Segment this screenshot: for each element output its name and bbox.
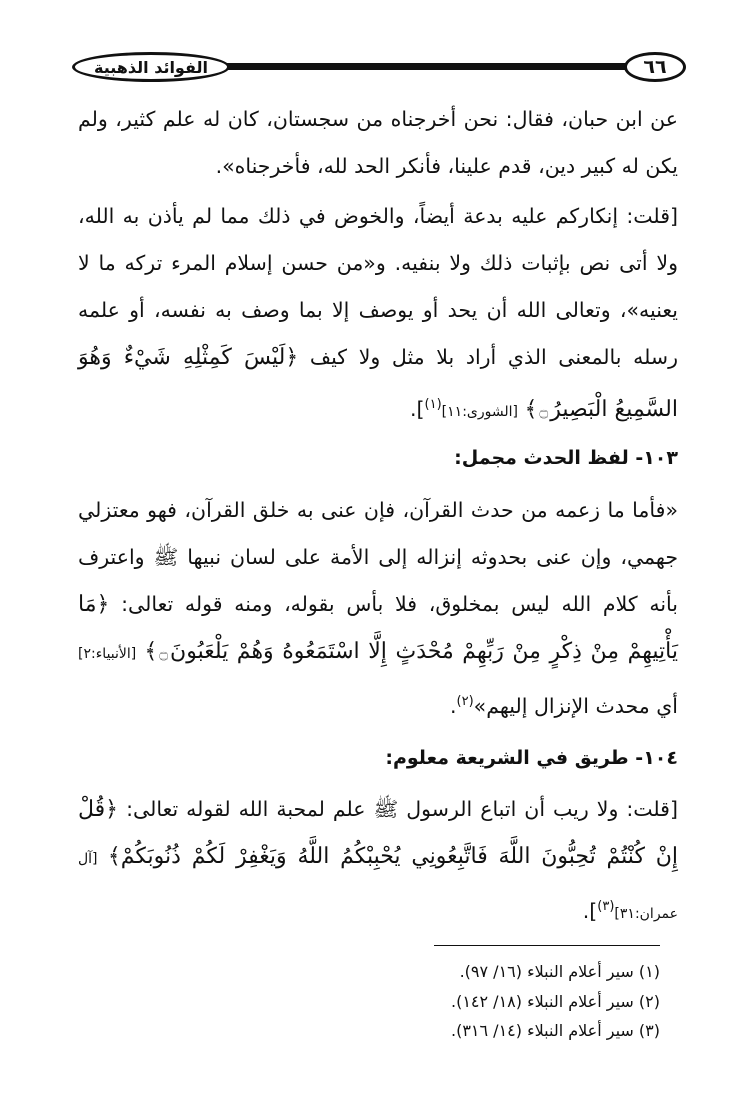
paragraph-4-end: ]. — [582, 898, 598, 923]
paragraph-3 — [78, 487, 678, 730]
paragraph-3-text: «فأما ما زعمه من حدث القرآن، فإن عنى به خلق القرآن، فهو معتزلي جهمي، وإن عنى بحدوثه إنزاله إلى الأمة على لسان نبيها ﷺ واعترف بأنه كلام الله ليس بمخلوق، فلا بأس بقوله، ومنه قوله تعالى: — [78, 498, 678, 616]
section-heading-103-block — [78, 438, 678, 478]
book-title: الفوائد الذهبية — [72, 52, 230, 82]
quran-close-bracket: ﴾ — [144, 639, 158, 664]
quran-verse-ash-shura: ﴿لَيْسَ كَمِثْلِهِ شَيْءٌ وَهُوَ السَّمِيعُ الْبَصِيرُ — [78, 345, 678, 422]
quran-verse-al-anbiya: ﴿مَا يَأْتِيهِمْ مِنْ ذِكْرٍ مِنْ رَبِّهِمْ مُحْدَثٍ إِلَّا اسْتَمَعُوهُ وَهُمْ يَلْعَبُونَ — [78, 592, 678, 664]
paragraph-2-end: ]. — [410, 396, 425, 421]
footnote-marker-2: (٢) — [456, 694, 474, 709]
section-heading-104-block — [78, 738, 678, 778]
paragraph-2 — [78, 193, 678, 436]
ayah-end-icon: ۝ — [539, 401, 549, 420]
footnotes — [240, 957, 660, 1046]
page-number: ٦٦ — [624, 52, 686, 82]
paragraph-4 — [78, 786, 678, 938]
footnote-marker-3: (٣) — [597, 899, 615, 914]
verse-reference: [آل عمران:٣١] — [78, 851, 678, 922]
paragraph-1-block — [78, 96, 678, 190]
paragraph-4-text: [قلت: ولا ريب أن اتباع الرسول ﷺ علم لمحبة الله لقوله تعالى: — [126, 797, 678, 821]
footnote-3: (٣) سير أعلام النبلاء (١٤/ ٣١٦). — [450, 1021, 660, 1040]
paragraph-2-text: [قلت: إنكاركم عليه بدعة أيضاً، والخوض في ذلك مما لم يأذن به الله، ولا أتى نص بإثبات ذلك ولا بنفيه. و«من حسن إسلام المرء تركه ما لا يعنيه»، وتعالى الله أن يحد أو يوصف إلا بما وصف به نفسه، أو علمه رسله بالمعنى الذي أراد بلا مثل ولا كيف — [78, 204, 678, 369]
footnote-1: (١) سير أعلام النبلاء (١٦/ ٩٧). — [459, 962, 660, 981]
verse-reference: [الشورى:١١] — [441, 403, 518, 420]
paragraph-3-end: . — [450, 693, 457, 718]
verse-reference: [الأنبياء:٢] — [78, 646, 137, 662]
paragraph-1: عن ابن حبان، فقال: نحن أخرجناه من سجستان، كان له علم كثير، ولم يكن له كبير دين، قدم علينا، فأنكر الحد لله، فأخرجناه». — [78, 107, 678, 178]
section-heading-104: ١٠٤- طريق في الشريعة معلوم: — [385, 747, 678, 769]
paragraph-3-after: أي محدث الإنزال إليهم» — [473, 693, 678, 718]
paragraph-2-block — [78, 193, 678, 436]
header-rule — [216, 63, 626, 70]
paragraph-3-block — [78, 487, 678, 730]
footnote-separator — [434, 945, 660, 946]
quran-close-bracket: ﴾ — [524, 396, 538, 422]
paragraph-4-block — [78, 786, 678, 938]
page-header — [66, 48, 686, 88]
section-heading-103: ١٠٣- لفظ الحدث مجمل: — [454, 447, 678, 469]
footnote-2: (٢) سير أعلام النبلاء (١٨/ ١٤٢). — [450, 991, 660, 1011]
quran-verse-al-imran: ﴿قُلْ إِنْ كُنْتُمْ تُحِبُّونَ اللَّهَ فَاتَّبِعُونِي يُحْبِبْكُمُ اللَّهُ وَيَغْفِرْ لَكُمْ ذُنُوبَكُمْ﴾ — [78, 797, 678, 869]
ayah-end-icon: ۝ — [159, 644, 169, 662]
footnote-marker-1: (١) — [424, 397, 442, 412]
